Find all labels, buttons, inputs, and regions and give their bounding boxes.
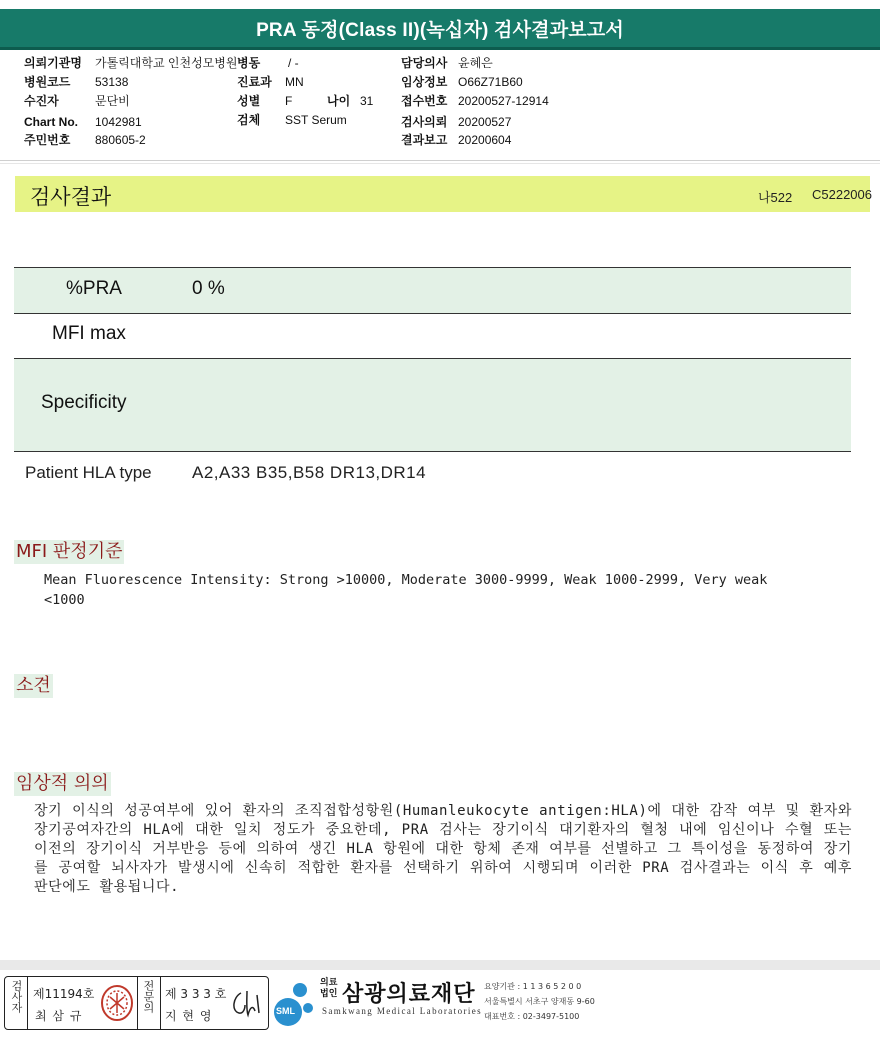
hospital-code-value: 53138 (95, 75, 129, 89)
findings-title: 소견 (16, 675, 51, 696)
mfi-criteria-line1: Mean Fluorescence Intensity: Strong >10000, Moderate 3000-9999, Weak 1000-2999, Very weak (44, 572, 768, 588)
mfi-criteria-title: MFI 판정기준 (16, 541, 123, 562)
institution-value: 가톨릭대학교 인천성모병원 (95, 56, 238, 70)
clinical-significance-text: 장기 이식의 성공여부에 있어 환자의 조직접합성항원(Humanleukocyte antigen:HLA)에 대한 감작 여부 및 환자와 장기공여자간의 HLA에 대한 일치 정도가 중요한데, PRA 검사는 장기이식 대기환자의 혈청 내에 임신이나 수혈 또는 이전의 장기이식 거부반응 등에 의하여 생긴 HLA 항원에 대한 항체 존재 여부를 선별하고 그 특이성을 동정하여 장기를 공여할 뇌사자가 발생시에 신속히 적합한 환자를 선택하기 위하여 시행되며 이러한 PRA 검사결과는 이식 후 예후 판단에도 활용됩니다. (34, 803, 852, 895)
clinical-info-value: O66Z71B60 (458, 75, 523, 89)
specialist-signature-icon (227, 985, 263, 1021)
org-english-name: Samkwang Medical Laboratories (322, 1006, 483, 1016)
info-divider (0, 160, 880, 161)
table-line (14, 451, 851, 452)
age-label: 나이 (327, 94, 351, 108)
sml-logo-icon (270, 978, 318, 1028)
receipt-label: 접수번호 (401, 94, 448, 108)
org-address: 서울특별시 서초구 양재동 9-60 (484, 997, 595, 1006)
clinical-info-label: 임상정보 (401, 75, 448, 89)
specialist-number: 제 3 3 3 호 (165, 987, 227, 1001)
hla-type-value: A2,A33 B35,B58 DR13,DR14 (192, 463, 427, 482)
patient-info (0, 0, 880, 160)
org-prefix: 의료법인 (320, 978, 338, 999)
org-license: 요양기관 : 1 1 3 6 5 2 0 0 (484, 982, 582, 991)
specificity-row (14, 359, 851, 451)
org-name: 삼광의료재단 (342, 982, 476, 1007)
examiner-name: 최 삼 규 (35, 1009, 83, 1023)
result-section-title: 검사결과 (30, 185, 112, 209)
hospital-code-label: 병원코드 (24, 75, 71, 89)
clinical-significance-title: 임상적 의의 (16, 773, 109, 794)
sml-logo-text: SML (276, 1006, 295, 1016)
request-value: 20200527 (458, 115, 512, 129)
ward-label: 병동 (237, 56, 261, 70)
signature-box (4, 976, 269, 1030)
table-line (14, 313, 851, 314)
doctor-label: 담당의사 (401, 56, 448, 70)
examiner-number: 제11194호 (33, 987, 95, 1001)
pra-label: %PRA (66, 278, 122, 299)
examinee-value: 문단비 (95, 94, 130, 108)
examinee-label: 수진자 (24, 94, 59, 108)
specialist-name: 지 현 영 (165, 1009, 213, 1023)
test-code-1: 나522 (758, 190, 793, 205)
sex-label: 성별 (237, 94, 261, 108)
test-code-2: C5222006 (812, 187, 872, 202)
report-title-text: PRA 동정(Class II)(녹십자) 검사결과보고서 (256, 19, 624, 41)
hla-type-label: Patient HLA type (25, 463, 152, 482)
receipt-value: 20200527-12914 (458, 94, 549, 108)
dept-label: 진료과 (237, 75, 272, 89)
report-date-label: 결과보고 (401, 133, 448, 147)
sex-value: F (285, 94, 293, 108)
info-divider-2 (0, 163, 880, 164)
specimen-value: SST Serum (285, 113, 347, 127)
result-header-bar (15, 176, 870, 212)
rrn-label: 주민번호 (24, 133, 71, 147)
examiner-seal-icon (99, 983, 135, 1023)
footer-band (0, 960, 880, 970)
chart-value: 1042981 (95, 115, 142, 129)
pra-row (14, 268, 851, 313)
ward-value: / - (288, 56, 299, 70)
pra-value: 0 % (192, 278, 225, 299)
mfi-max-label: MFI max (52, 323, 126, 344)
specificity-label: Specificity (41, 392, 127, 413)
specimen-label: 검체 (237, 113, 261, 127)
rrn-value: 880605-2 (95, 133, 146, 147)
institution-label: 의뢰기관명 (24, 56, 82, 70)
chart-label: Chart No. (24, 115, 78, 129)
report-date-value: 20200604 (458, 133, 512, 147)
mfi-criteria-line2: <1000 (44, 592, 85, 608)
examiner-label: 검사자 (10, 980, 23, 1013)
dept-value: MN (285, 75, 304, 89)
specialist-label: 전문의 (142, 980, 155, 1013)
age-value: 31 (360, 94, 374, 108)
org-phone: 대표번호 : 02-3497-5100 (484, 1012, 580, 1021)
request-label: 검사의뢰 (401, 115, 448, 129)
doctor-value: 윤혜은 (458, 56, 493, 70)
